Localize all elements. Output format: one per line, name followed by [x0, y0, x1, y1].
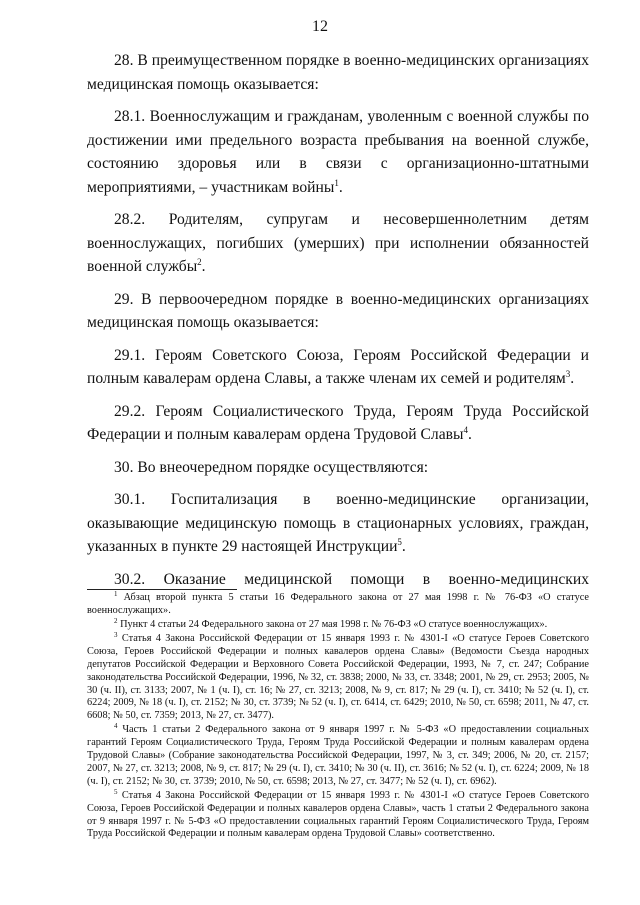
- paragraph-30-1: [87, 488, 589, 559]
- paragraph-text: 29.2. Героям Социалистического Труда, Героям Труда Российской Федерации и полным кавалерам ордена Трудовой Славы: [87, 402, 589, 443]
- paragraph-29-1: [87, 344, 589, 391]
- paragraph-30-2: [87, 568, 589, 592]
- footnote-text: Часть 1 статьи 2 Федерального закона от 9 января 1997 г. № 5-ФЗ «О предоставлении социальных гарантий Героям Социалистического Труда, Героям Труда Российской Федерации и полным кавалерам ордена Трудовой Славы» (Собрание законодательства Российской Федерации, 1997, № 3, ст. 349; 2006, № 20, ст. 2157; 2007, № 27, ст. 3213; 2008, № 9, ст. 817; № 29 (ч. I), ст. 3410; № 30 (ч. II), ст. 3616; № 52 (ч. I), ст. 6224; 2009, № 18 (ч. I), ст. 2152; № 30, ст. 3739; 2010, № 50, ст. 6598; 2013, № 27, ст. 3477; № 52 (ч. I), ст. 6962).: [87, 724, 589, 787]
- main-text: [87, 49, 589, 600]
- footnote-4: [87, 724, 589, 788]
- footnote-text: Пункт 4 статьи 24 Федерального закона от 27 мая 1998 г. № 76-ФЗ «О статусе военнослужащих».: [117, 619, 548, 631]
- paragraph-tail: .: [401, 538, 406, 555]
- paragraph-29: [87, 288, 589, 335]
- footnote-number: 4: [114, 722, 118, 731]
- paragraph-30: [87, 456, 589, 480]
- paragraph-text: 28. В преимущественном порядке в военно-медицинских организациях медицинская помощь оказывается:: [87, 52, 589, 93]
- paragraph-text: 30. Во внеочередном порядке осуществляются:: [114, 458, 429, 476]
- footnote-divider: [87, 589, 237, 590]
- paragraph-tail: .: [570, 370, 575, 387]
- footnote-text: Абзац второй пункта 5 статьи 16 Федерального закона от 27 мая 1998 г. № 76-ФЗ «О статусе военнослужащих».: [87, 592, 589, 616]
- footnote-text: Статья 4 Закона Российской Федерации от 15 января 1993 г. № 4301-I «О статусе Героев Советского Союза, Героев Российской Федерации и полных кавалеров ордена Славы» (Ведомости Съезда народных депутатов Российской Федерации и Верховного Совета Российской Федерации, 1993, № 7, ст. 247; Собрание законодательства Российской Федерации, 1996, № 32, ст. 3838; 2000, № 33, ст. 3348; 2001, № 29, ст. 2953; 2005, № 30 (ч. II), ст. 3133; 2007, № 1 (ч. I), ст. 16; № 27, ст. 3213; 2008, № 9, ст. 817; № 29 (ч. I), ст. 3410; № 52 (ч. I), ст. 6224; 2009, № 18 (ч. I), ст. 2152; № 30, ст. 3739; № 52 (ч. I), ст. 6414, ст. 6429; 2010, № 50, ст. 6598; 2011, № 47, ст. 6608; № 50, ст. 7359; 2013, № 27, ст. 3477).: [87, 633, 589, 722]
- footnote-number: 3: [114, 631, 118, 640]
- footnote-3: [87, 633, 589, 723]
- paragraph-text: 29.1. Героям Советского Союза, Героям Российской Федерации и полным кавалерам ордена Славы, а также членам их семей и родителям: [87, 346, 589, 387]
- paragraph-text: 30.1. Госпитализация в военно-медицинские организации, оказывающие медицинскую помощь в стационарных условиях, граждан, указанных в пункте 29 настоящей Инструкции: [87, 491, 589, 555]
- footnote-ref: 5: [397, 537, 402, 547]
- paragraph-text: 28.1. Военнослужащим и гражданам, уволенным с военной службы по достижении ими предельного возраста пребывания на военной службе, состоянию здоровья или в связи с организационно-штатными мероприятиями, – участникам войны: [87, 108, 589, 196]
- footnote-ref: 1: [334, 177, 339, 188]
- paragraph-text: 28.2. Родителям, супругам и несовершеннолетним детям военнослужащих, погибших (умерших) при исполнении обязанностей военной службы: [87, 211, 589, 275]
- paragraph-28-2: [87, 208, 589, 279]
- footnote-number: 1: [114, 590, 118, 598]
- paragraph-28-1: [87, 105, 589, 199]
- paragraph-29-2: [87, 400, 589, 447]
- paragraph-tail: .: [201, 258, 206, 275]
- paragraph-tail: .: [467, 426, 472, 443]
- paragraph-text: 30.2. Оказание медицинской помощи в военно-медицинских: [114, 570, 589, 588]
- footnote-ref: 4: [463, 425, 468, 435]
- paragraph-text: 29. В первоочередном порядке в военно-медицинских организациях медицинская помощь оказывается:: [87, 290, 589, 331]
- footnote-ref: 3: [565, 369, 571, 379]
- footnote-ref: 2: [197, 257, 202, 267]
- footnote-5: [87, 787, 589, 841]
- page-number: 12: [312, 18, 328, 35]
- paragraph-tail: .: [338, 178, 343, 196]
- footnote-2: [87, 619, 589, 632]
- footnotes: [87, 592, 589, 843]
- paragraph-28: [87, 49, 589, 96]
- footnote-1: [87, 592, 589, 618]
- footnote-number: 2: [114, 617, 118, 626]
- footnote-number: 5: [114, 787, 118, 796]
- footnote-text: Статья 4 Закона Российской Федерации от 15 января 1993 г. № 4301-I «О статусе Героев Советского Союза, Героев Российской Федерации и полных кавалеров ордена Славы», часть 1 статьи 2 Федерального закона от 9 января 1997 г. № 5-ФЗ «О предоставлении социальных гарантий Героям Социалистического Труда, Героям Труда Российской Федерации и полным кавалерам ордена Трудовой Славы» соответственно.: [87, 789, 589, 840]
